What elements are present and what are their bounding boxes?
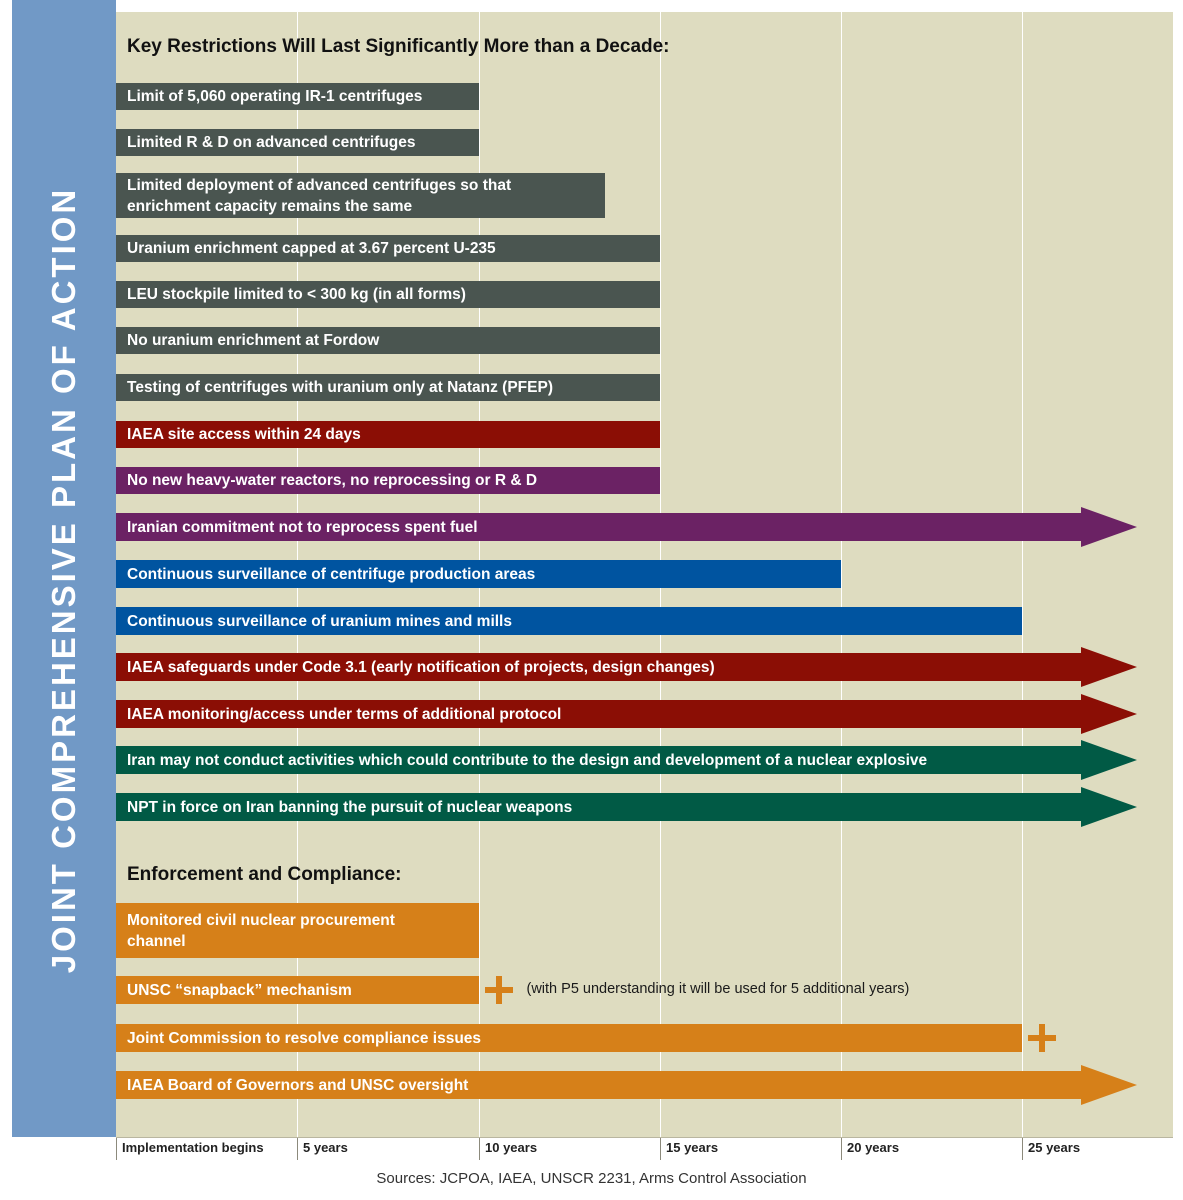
bar: Continuous surveillance of uranium mines and mills [116,607,1022,635]
plus-icon [485,976,513,1004]
bar: LEU stockpile limited to < 300 kg (in all forms) [116,281,660,308]
bar-arrowhead [1081,1065,1137,1105]
bar: Uranium enrichment capped at 3.67 percent U-235 [116,235,660,262]
bar-arrowhead [1081,507,1137,547]
x-tick-label: 25 years [1028,1140,1081,1155]
bar: Iranian commitment not to reprocess spent fuel [116,513,1081,541]
x-tick-label: 5 years [303,1140,348,1155]
bar-arrowhead [1081,647,1137,687]
bar-arrowhead [1081,740,1137,780]
sources-note: Sources: JCPOA, IAEA, UNSCR 2231, Arms Control Association [376,1170,807,1187]
side-title: JOINT COMPREHENSIVE PLAN OF ACTION [45,186,82,974]
bar: NPT in force on Iran banning the pursuit of nuclear weapons [116,793,1081,821]
bar: IAEA site access within 24 days [116,421,660,448]
x-axis-line [116,1137,1173,1138]
bar: Monitored civil nuclear procurement channel [116,903,479,958]
bar-note: (with P5 understanding it will be used for 5 additional years) [526,981,910,997]
bar-arrowhead [1081,787,1137,827]
tick-separator-0 [116,1137,117,1160]
x-tick-label: 15 years [666,1140,719,1155]
tick-separator-10 [479,1137,480,1160]
section-heading: Key Restrictions Will Last Significantly More than a Decade: [127,36,670,57]
x-tick-label: Implementation begins [122,1140,264,1155]
tick-separator-20 [841,1137,842,1160]
bar: UNSC “snapback” mechanism [116,976,479,1004]
bar: IAEA safeguards under Code 3.1 (early notification of projects, design changes) [116,653,1081,681]
bar: Limited R & D on advanced centrifuges [116,129,479,156]
x-tick-label: 20 years [847,1140,900,1155]
bar: Joint Commission to resolve compliance issues [116,1024,1022,1052]
bar: Continuous surveillance of centrifuge production areas [116,560,841,588]
gridline-25 [1022,12,1023,1160]
bar: No new heavy-water reactors, no reprocessing or R & D [116,467,660,494]
tick-separator-25 [1022,1137,1023,1160]
tick-separator-15 [660,1137,661,1160]
tick-separator-5 [297,1137,298,1160]
bar: IAEA monitoring/access under terms of additional protocol [116,700,1081,728]
bar: Testing of centrifuges with uranium only at Natanz (PFEP) [116,374,660,401]
x-tick-label: 10 years [485,1140,538,1155]
bar-arrowhead [1081,694,1137,734]
plus-icon [1028,1024,1056,1052]
bar: Iran may not conduct activities which could contribute to the design and development of a nuclear explosive [116,746,1081,774]
bar: Limit of 5,060 operating IR-1 centrifuges [116,83,479,110]
section-heading: Enforcement and Compliance: [127,864,402,885]
bar: Limited deployment of advanced centrifuges so that enrichment capacity remains the same [116,173,605,218]
bar: IAEA Board of Governors and UNSC oversight [116,1071,1081,1099]
bar: No uranium enrichment at Fordow [116,327,660,354]
